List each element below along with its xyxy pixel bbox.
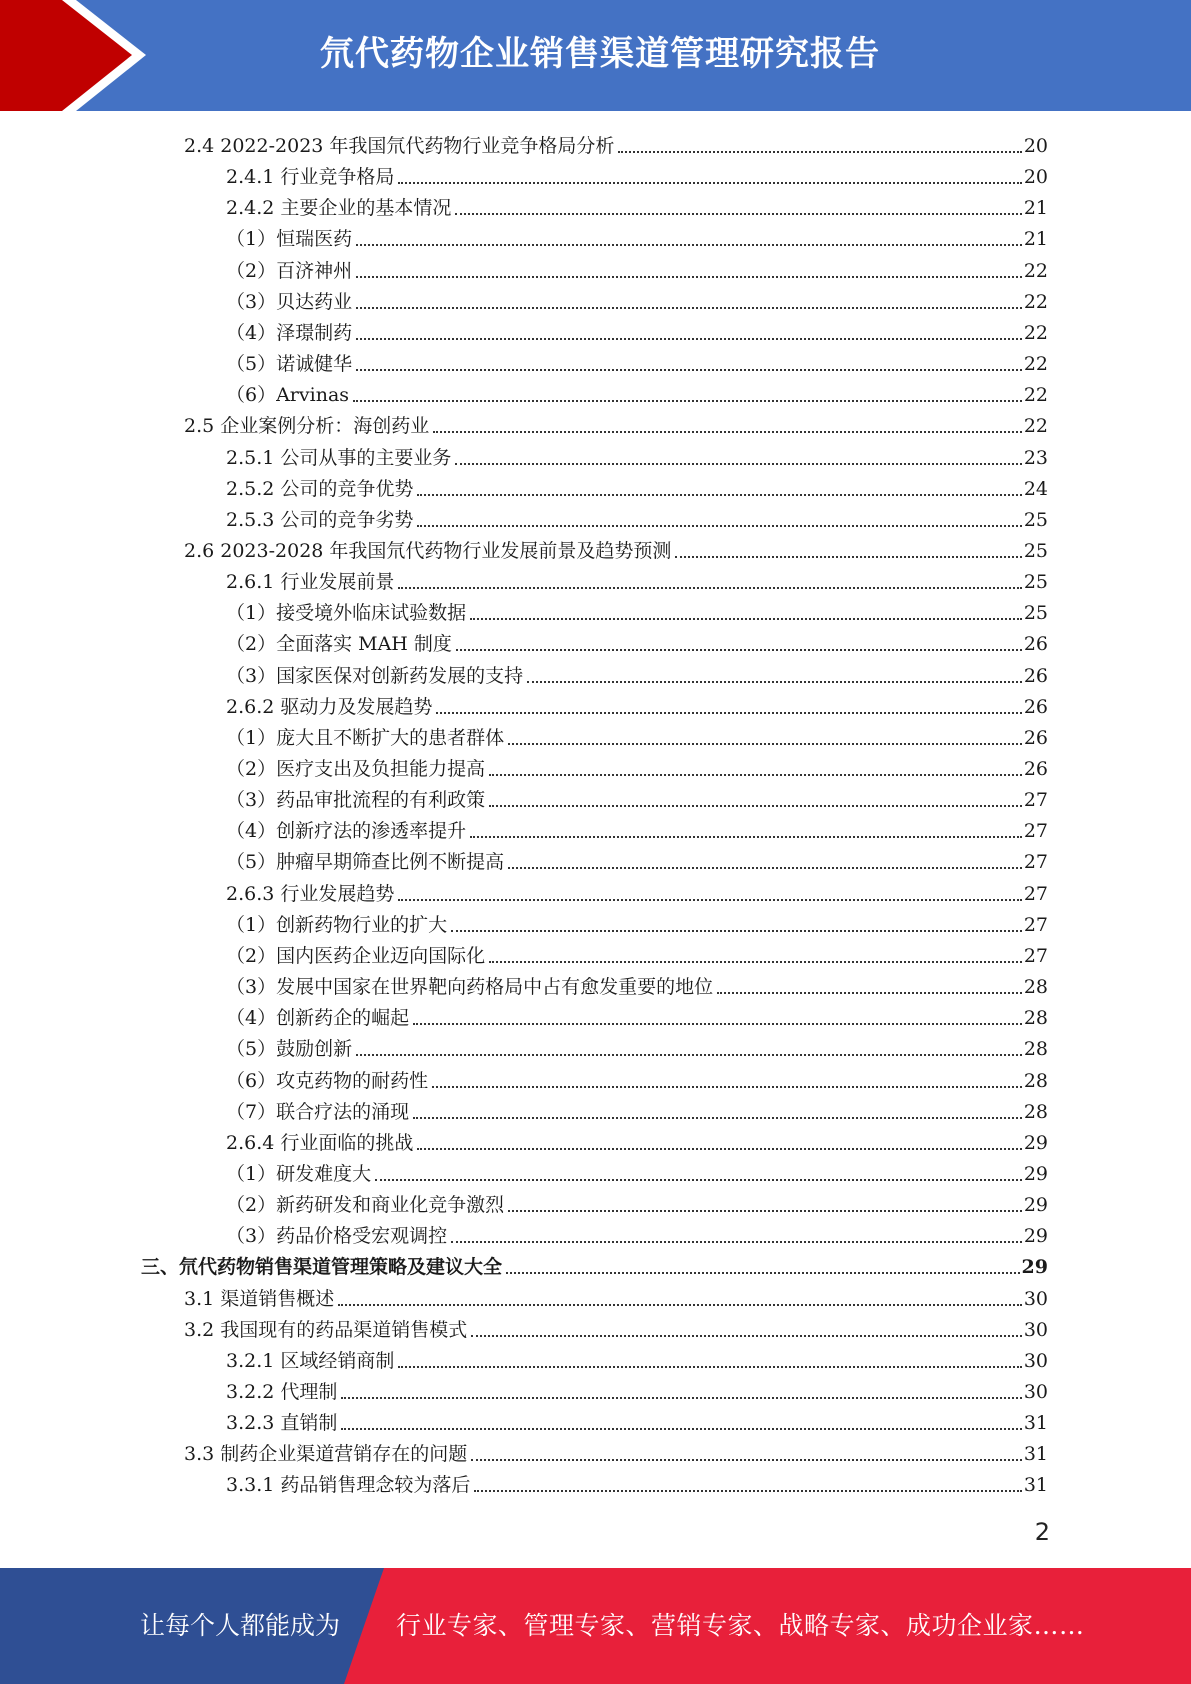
toc-entry-title: （4）创新疗法的渗透率提升: [226, 820, 467, 843]
toc-entry-page: 29: [1023, 1131, 1048, 1154]
toc-entry-page: 30: [1023, 1381, 1048, 1403]
toc-leader-dots: [398, 899, 1021, 901]
toc-leader-dots: [413, 1117, 1022, 1119]
document-title: 氘代药物企业销售渠道管理研究报告: [320, 34, 880, 74]
toc-entry[interactable]: [226, 658, 1048, 689]
toc-entry[interactable]: [226, 938, 1048, 969]
toc-entry-title: 3.3 制药企业渠道营销存在的问题: [184, 1443, 468, 1466]
toc-leader-dots: [470, 836, 1022, 838]
toc-entry-page: 23: [1023, 446, 1048, 469]
toc-entry-page: 22: [1023, 290, 1048, 313]
toc-leader-dots: [433, 431, 1022, 433]
toc-entry[interactable]: [141, 1249, 1048, 1280]
toc-entry[interactable]: [226, 315, 1048, 346]
toc-entry-page: 31: [1023, 1474, 1048, 1497]
toc-entry-page: 29: [1023, 1225, 1048, 1248]
toc-entry-title: 3.3.1 药品销售理念较为落后: [226, 1474, 471, 1497]
toc-leader-dots: [506, 1272, 1020, 1274]
toc-entry-title: 3.2.2 代理制: [226, 1381, 338, 1403]
toc-entry-page: 22: [1023, 259, 1048, 282]
toc-leader-dots: [489, 961, 1022, 963]
toc-entry-title: （1）研发难度大: [226, 1162, 372, 1185]
toc-entry-title: 2.4 2022-2023 年我国氘代药物行业竞争格局分析: [184, 135, 615, 157]
toc-entry-page: 30: [1023, 1349, 1048, 1372]
toc-leader-dots: [471, 1335, 1022, 1337]
toc-leader-dots: [417, 1148, 1021, 1150]
toc-leader-dots: [356, 276, 1022, 278]
toc-entry-page: 25: [1023, 602, 1048, 625]
toc-entry-title: 3.2.1 区域经销商制: [226, 1349, 395, 1372]
toc-entry-title: （1）恒瑞医药: [226, 228, 353, 251]
toc-leader-dots: [398, 1366, 1021, 1368]
toc-entry[interactable]: [226, 346, 1048, 377]
toc-leader-dots: [474, 1490, 1021, 1492]
toc-entry-page: 26: [1023, 726, 1048, 749]
toc-entry-page: 28: [1023, 1069, 1048, 1092]
toc-leader-dots: [717, 992, 1022, 994]
toc-entry-title: （2）医疗支出及负担能力提高: [226, 758, 486, 780]
toc-leader-dots: [356, 307, 1022, 309]
toc-entry-page: 28: [1023, 1007, 1048, 1030]
toc-entry-page: 20: [1023, 135, 1048, 157]
toc-entry[interactable]: [226, 1125, 1048, 1156]
toc-entry-page: 25: [1023, 508, 1048, 531]
toc-entry-title: （2）百济神州: [226, 259, 353, 282]
toc-entry[interactable]: [226, 720, 1048, 751]
toc-entry-title: 2.6.2 驱动力及发展趋势: [226, 695, 433, 718]
toc-leader-dots: [508, 867, 1022, 869]
toc-leader-dots: [375, 1179, 1022, 1181]
toc-leader-dots: [489, 805, 1022, 807]
toc-leader-dots: [398, 587, 1021, 589]
toc-leader-dots: [356, 244, 1022, 246]
toc-entry[interactable]: [226, 844, 1048, 875]
toc-entry-title: （5）鼓励创新: [226, 1038, 353, 1061]
page-number: 2: [1034, 1518, 1050, 1546]
toc-entry[interactable]: [226, 626, 1048, 657]
toc-entry-title: （4）泽璟制药: [226, 321, 353, 344]
toc-entry-title: 2.5.2 公司的竞争优势: [226, 477, 414, 500]
toc-entry-page: 22: [1023, 415, 1048, 438]
toc-entry-title: （2）全面落实 MAH 制度: [226, 633, 452, 656]
toc-entry[interactable]: [226, 1405, 1048, 1436]
toc-entry-page: 26: [1023, 633, 1048, 656]
toc-leader-dots: [470, 618, 1022, 620]
toc-entry-page: 27: [1023, 882, 1048, 905]
toc-entry[interactable]: [226, 969, 1048, 1000]
toc-entry-title: （3）发展中国家在世界靶向药格局中占有愈发重要的地位: [226, 976, 714, 999]
toc-entry[interactable]: [226, 1156, 1048, 1187]
toc-entry-page: 24: [1023, 477, 1048, 500]
toc-entry-title: 2.5.1 公司从事的主要业务: [226, 446, 452, 469]
toc-entry-page: 22: [1023, 384, 1048, 407]
toc-entry[interactable]: [226, 1094, 1048, 1125]
toc-leader-dots: [341, 1428, 1021, 1430]
toc-entry[interactable]: [226, 1467, 1048, 1498]
toc-entry-page: 22: [1023, 353, 1048, 376]
toc-leader-dots: [356, 1054, 1022, 1056]
toc-entry-title: 2.4.2 主要企业的基本情况: [226, 197, 452, 220]
toc-entry[interactable]: [226, 440, 1048, 471]
toc-leader-dots: [508, 1210, 1022, 1212]
toc-entry-title: 2.6.1 行业发展前景: [226, 571, 395, 594]
toc-entry-title: 2.4.1 行业竞争格局: [226, 166, 395, 189]
toc-leader-dots: [356, 338, 1022, 340]
toc-leader-dots: [353, 400, 1022, 402]
toc-entry-page: 26: [1023, 758, 1048, 780]
toc-entry-page: 30: [1023, 1318, 1048, 1341]
toc-entry[interactable]: [226, 221, 1048, 252]
toc-entry-title: （3）国家医保对创新药发展的支持: [226, 664, 524, 687]
toc-leader-dots: [356, 369, 1022, 371]
toc-entry-page: 28: [1023, 976, 1048, 999]
toc-entry-title: （4）创新药企的崛起: [226, 1007, 410, 1030]
toc-entry-title: 2.6 2023-2028 年我国氘代药物行业发展前景及趋势预测: [184, 539, 672, 562]
toc-entry-title: （3）药品审批流程的有利政策: [226, 789, 486, 812]
toc-entry-page: 30: [1023, 1287, 1048, 1310]
toc-entry-title: 3.1 渠道销售概述: [184, 1287, 335, 1310]
toc-entry-page: 27: [1023, 851, 1048, 874]
toc-entry-page: 25: [1023, 571, 1048, 594]
toc-entry[interactable]: [184, 128, 1048, 159]
toc-entry-title: 2.5.3 公司的竞争劣势: [226, 508, 414, 531]
toc-entry-title: 2.6.3 行业发展趋势: [226, 882, 395, 905]
toc-entry[interactable]: [184, 1281, 1048, 1312]
toc-leader-dots: [341, 1397, 1021, 1399]
toc-entry[interactable]: [226, 876, 1048, 907]
toc-entry-title: 3.2.3 直销制: [226, 1412, 338, 1435]
toc-entry-title: （3）贝达药业: [226, 290, 353, 313]
toc-entry[interactable]: [226, 159, 1048, 190]
toc-entry-title: （2）新药研发和商业化竞争激烈: [226, 1194, 505, 1217]
toc-entry-page: 28: [1023, 1100, 1048, 1123]
toc-entry-page: 27: [1023, 944, 1048, 967]
toc-entry[interactable]: [226, 782, 1048, 813]
toc-entry[interactable]: [184, 1312, 1048, 1343]
toc-entry[interactable]: [226, 1000, 1048, 1031]
toc-leader-dots: [417, 525, 1021, 527]
toc-entry[interactable]: [226, 284, 1048, 315]
toc-entry-title: （5）诺诚健华: [226, 353, 353, 376]
toc-leader-dots: [527, 681, 1022, 683]
toc-entry-page: 29: [1021, 1256, 1048, 1279]
toc-entry[interactable]: [226, 1374, 1048, 1405]
toc-leader-dots: [413, 1023, 1022, 1025]
toc-entry[interactable]: [184, 533, 1048, 564]
toc-entry[interactable]: [226, 907, 1048, 938]
toc-leader-dots: [508, 743, 1022, 745]
toc-entry-page: 22: [1023, 321, 1048, 344]
toc-entry-page: 27: [1023, 789, 1048, 812]
toc-entry[interactable]: [226, 377, 1048, 408]
toc-entry[interactable]: [226, 564, 1048, 595]
toc-entry[interactable]: [226, 813, 1048, 844]
toc-leader-dots: [338, 1304, 1022, 1306]
toc-entry[interactable]: [226, 1031, 1048, 1062]
page-header: [0, 0, 1191, 111]
toc-entry-title: （1）庞大且不断扩大的患者群体: [226, 726, 505, 749]
toc-leader-dots: [489, 774, 1022, 776]
toc-entry[interactable]: [226, 1343, 1048, 1374]
toc-entry-title: （1）创新药物行业的扩大: [226, 913, 448, 936]
toc-entry-title: （1）接受境外临床试验数据: [226, 602, 467, 625]
toc-leader-dots: [618, 151, 1021, 153]
toc-entry-title: （5）肿瘤早期筛查比例不断提高: [226, 851, 505, 874]
toc-entry-page: 25: [1023, 539, 1048, 562]
toc-leader-dots: [436, 712, 1021, 714]
toc-entry-page: 28: [1023, 1038, 1048, 1061]
toc-entry-page: 31: [1023, 1443, 1048, 1466]
toc-leader-dots: [471, 1459, 1022, 1461]
footer-roles: 行业专家、管理专家、营销专家、战略专家、成功企业家……: [396, 1611, 1085, 1640]
toc-leader-dots: [398, 182, 1021, 184]
toc-leader-dots: [675, 556, 1021, 558]
toc-entry-title: 3.2 我国现有的药品渠道销售模式: [184, 1318, 468, 1341]
toc-entry[interactable]: [226, 1187, 1048, 1218]
toc-leader-dots: [451, 930, 1022, 932]
toc-entry[interactable]: [226, 751, 1048, 782]
toc-entry[interactable]: [226, 689, 1048, 720]
toc-entry-title: 2.5 企业案例分析：海创药业: [184, 415, 430, 438]
toc-entry-page: 26: [1023, 695, 1048, 718]
toc-entry-page: 20: [1023, 166, 1048, 189]
toc-leader-dots: [451, 1241, 1022, 1243]
toc-entry-page: 27: [1023, 913, 1048, 936]
toc-entry-title: （3）药品价格受宏观调控: [226, 1225, 448, 1248]
toc-entry-title: 2.6.4 行业面临的挑战: [226, 1131, 414, 1154]
toc-entry-page: 29: [1023, 1162, 1048, 1185]
toc-entry-title: （2）国内医药企业迈向国际化: [226, 944, 486, 967]
toc-leader-dots: [432, 1086, 1022, 1088]
toc-leader-dots: [455, 213, 1021, 215]
toc-entry-page: 29: [1023, 1194, 1048, 1217]
toc-entry-page: 21: [1023, 197, 1048, 220]
toc-entry[interactable]: [226, 595, 1048, 626]
toc-leader-dots: [456, 649, 1022, 651]
toc-entry[interactable]: [226, 1063, 1048, 1094]
toc-entry[interactable]: [184, 408, 1048, 439]
toc-entry[interactable]: [226, 190, 1048, 221]
footer-slogan: 让每个人都能成为: [140, 1611, 341, 1640]
toc-entry[interactable]: [184, 1436, 1048, 1467]
toc-entry-page: 31: [1023, 1412, 1048, 1435]
toc-entry[interactable]: [226, 502, 1048, 533]
toc-leader-dots: [455, 463, 1021, 465]
toc-entry[interactable]: [226, 253, 1048, 284]
toc-entry-page: 21: [1023, 228, 1048, 251]
toc-leader-dots: [417, 494, 1021, 496]
toc-entry[interactable]: [226, 471, 1048, 502]
toc-entry-page: 27: [1023, 820, 1048, 843]
toc-entry-title: （6）攻克药物的耐药性: [226, 1069, 429, 1092]
toc-entry-title: （6）Arvinas: [226, 384, 350, 407]
toc-entry-title: （7）联合疗法的涌现: [226, 1100, 410, 1123]
toc-entry-page: 26: [1023, 664, 1048, 687]
toc-entry-title: 三、氘代药物销售渠道管理策略及建议大全: [141, 1256, 503, 1279]
page-footer: [0, 1568, 1191, 1684]
toc-entry[interactable]: [226, 1218, 1048, 1249]
